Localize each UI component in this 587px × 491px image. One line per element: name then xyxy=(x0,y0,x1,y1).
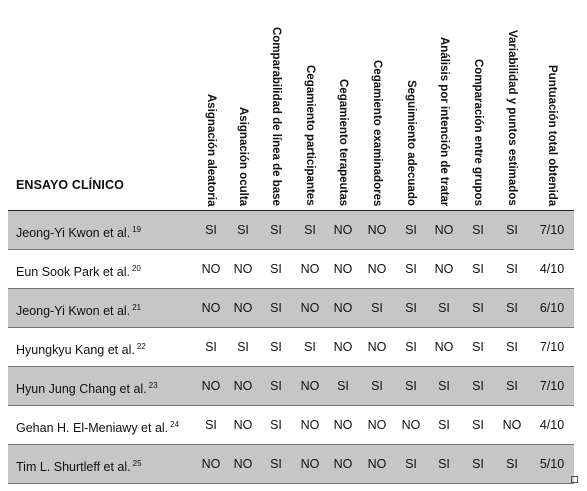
table-header xyxy=(8,0,574,210)
table-cell: NO xyxy=(300,457,320,471)
table-cell: NO xyxy=(367,223,387,237)
table-cell: SI xyxy=(472,457,484,471)
table-cell: SI xyxy=(438,418,450,432)
column-header-5 xyxy=(361,4,393,206)
table-cell: NO xyxy=(434,223,454,237)
trial-name-text: Tim L. Shurtleff et al. xyxy=(16,460,131,474)
table-cell: 4/10 xyxy=(539,262,565,276)
table-cell: SI xyxy=(472,301,484,315)
table-cell: 7/10 xyxy=(539,379,565,393)
table-row xyxy=(8,367,574,406)
table-cell: NO xyxy=(367,457,387,471)
table-cell: NO xyxy=(333,262,353,276)
reference-number: 20 xyxy=(131,264,141,273)
column-header-label: Comparación entre grupos xyxy=(472,59,484,206)
table-cell: NO xyxy=(201,301,221,315)
table-row xyxy=(8,211,574,250)
table-cell: NO xyxy=(233,379,253,393)
table-cell: 5/10 xyxy=(539,457,565,471)
table-cell: SI xyxy=(270,262,282,276)
table-cell: SI xyxy=(304,223,316,237)
column-header-label: Asignación oculta xyxy=(237,106,249,206)
table-cell: NO xyxy=(300,379,320,393)
table-cell: NO xyxy=(333,223,353,237)
table-cell: 6/10 xyxy=(539,301,565,315)
table-cell: SI xyxy=(304,340,316,354)
trial-name-text: Jeong-Yi Kwon et al. xyxy=(16,304,131,318)
table-cell: NO xyxy=(201,379,221,393)
table-cell: SI xyxy=(371,301,383,315)
table-cell: NO xyxy=(333,301,353,315)
table-cell: NO xyxy=(300,418,320,432)
reference-number: 22 xyxy=(136,342,146,351)
trial-name xyxy=(16,328,146,366)
table-cell: SI xyxy=(205,418,217,432)
table-cell: SI xyxy=(270,340,282,354)
trial-name-text: Jeong-Yi Kwon et al. xyxy=(16,226,131,240)
column-header-label: Cegamiento participantes xyxy=(304,65,316,206)
column-header-3 xyxy=(294,4,326,206)
table-cell: SI xyxy=(472,340,484,354)
table-cell: NO xyxy=(367,262,387,276)
table-cell: NO xyxy=(434,340,454,354)
column-header-7 xyxy=(428,4,460,206)
column-header-10 xyxy=(536,4,568,206)
table-row xyxy=(8,328,574,367)
column-header-label: Cegamiento terapeutas xyxy=(337,78,349,206)
table-cell: NO xyxy=(434,262,454,276)
table-cell: SI xyxy=(270,379,282,393)
table-cell: SI xyxy=(506,301,518,315)
table-cell: SI xyxy=(237,223,249,237)
table-cell: SI xyxy=(506,262,518,276)
table-cell: NO xyxy=(333,418,353,432)
table-cell: SI xyxy=(438,457,450,471)
table-cell: SI xyxy=(270,223,282,237)
table-cell: SI xyxy=(472,379,484,393)
table-cell: NO xyxy=(300,262,320,276)
evaluation-table xyxy=(8,0,574,484)
table-cell: SI xyxy=(405,457,417,471)
table-cell: NO xyxy=(300,301,320,315)
column-header-label: Seguimiento adecuado xyxy=(405,80,417,206)
trial-name xyxy=(16,211,141,249)
column-header-2 xyxy=(260,4,292,206)
table-cell: NO xyxy=(367,418,387,432)
resize-handle-icon xyxy=(571,476,578,483)
table-cell: SI xyxy=(472,418,484,432)
column-header-label: Puntuación total obtenida xyxy=(546,64,558,206)
column-header-label: Cegamiento examinadores xyxy=(371,59,383,206)
table-cell: 7/10 xyxy=(539,340,565,354)
table-cell: 7/10 xyxy=(539,223,565,237)
table-cell: SI xyxy=(506,223,518,237)
table-cell: SI xyxy=(472,262,484,276)
reference-number: 23 xyxy=(148,381,158,390)
table-cell: SI xyxy=(405,262,417,276)
table-cell: NO xyxy=(201,457,221,471)
table-cell: NO xyxy=(233,262,253,276)
column-header-label: Variabilidad y puntos estimados xyxy=(506,30,518,206)
table-cell: SI xyxy=(472,223,484,237)
table-cell: NO xyxy=(201,262,221,276)
trial-name xyxy=(16,406,179,444)
table-cell: SI xyxy=(506,340,518,354)
table-cell: SI xyxy=(405,379,417,393)
trial-name-text: Eun Sook Park et al. xyxy=(16,265,130,279)
table-cell: SI xyxy=(506,457,518,471)
reference-number: 21 xyxy=(132,303,142,312)
column-header-8 xyxy=(462,4,494,206)
column-header-1 xyxy=(227,4,259,206)
table-cell: SI xyxy=(371,379,383,393)
table-cell: SI xyxy=(506,379,518,393)
trial-name-text: Gehan H. El-Meniawy et al. xyxy=(16,421,169,435)
table-cell: NO xyxy=(333,340,353,354)
reference-number: 19 xyxy=(132,225,142,234)
column-header-label: Análisis por intención de tratar xyxy=(438,36,450,206)
trial-name xyxy=(16,250,141,288)
trial-name xyxy=(16,289,141,327)
table-cell: SI xyxy=(270,457,282,471)
column-header-clinical-trial: ENSAYO CLÍNICO xyxy=(16,178,124,192)
column-header-label: Comparabilidad de línea de base xyxy=(270,27,282,206)
table-cell: NO xyxy=(233,418,253,432)
table-cell: NO xyxy=(233,301,253,315)
column-header-label: Asignación aleatoria xyxy=(205,93,217,206)
table-cell: SI xyxy=(237,340,249,354)
table-cell: NO xyxy=(233,457,253,471)
trial-name xyxy=(16,445,142,483)
table-cell: SI xyxy=(438,379,450,393)
table-cell: SI xyxy=(405,301,417,315)
table-cell: NO xyxy=(401,418,421,432)
table-cell: NO xyxy=(367,340,387,354)
table-cell: NO xyxy=(333,457,353,471)
table-cell: SI xyxy=(405,340,417,354)
table-row xyxy=(8,406,574,445)
table-cell: SI xyxy=(205,340,217,354)
table-cell: SI xyxy=(205,223,217,237)
table-cell: NO xyxy=(502,418,522,432)
table-cell: 4/10 xyxy=(539,418,565,432)
column-header-9 xyxy=(496,4,528,206)
table-cell: SI xyxy=(337,379,349,393)
table-row xyxy=(8,289,574,328)
trial-name-text: Hyungkyu Kang et al. xyxy=(16,343,135,357)
table-cell: SI xyxy=(270,418,282,432)
table-row xyxy=(8,250,574,289)
table-row xyxy=(8,445,574,484)
table-cell: SI xyxy=(270,301,282,315)
trial-name-text: Hyun Jung Chang et al. xyxy=(16,382,147,396)
reference-number: 24 xyxy=(170,420,180,429)
column-header-0 xyxy=(195,4,227,206)
trial-name xyxy=(16,367,158,405)
table-cell: SI xyxy=(405,223,417,237)
table-cell: SI xyxy=(438,301,450,315)
reference-number: 25 xyxy=(132,459,142,468)
table-body xyxy=(8,211,574,484)
column-header-6 xyxy=(395,4,427,206)
column-header-4 xyxy=(327,4,359,206)
